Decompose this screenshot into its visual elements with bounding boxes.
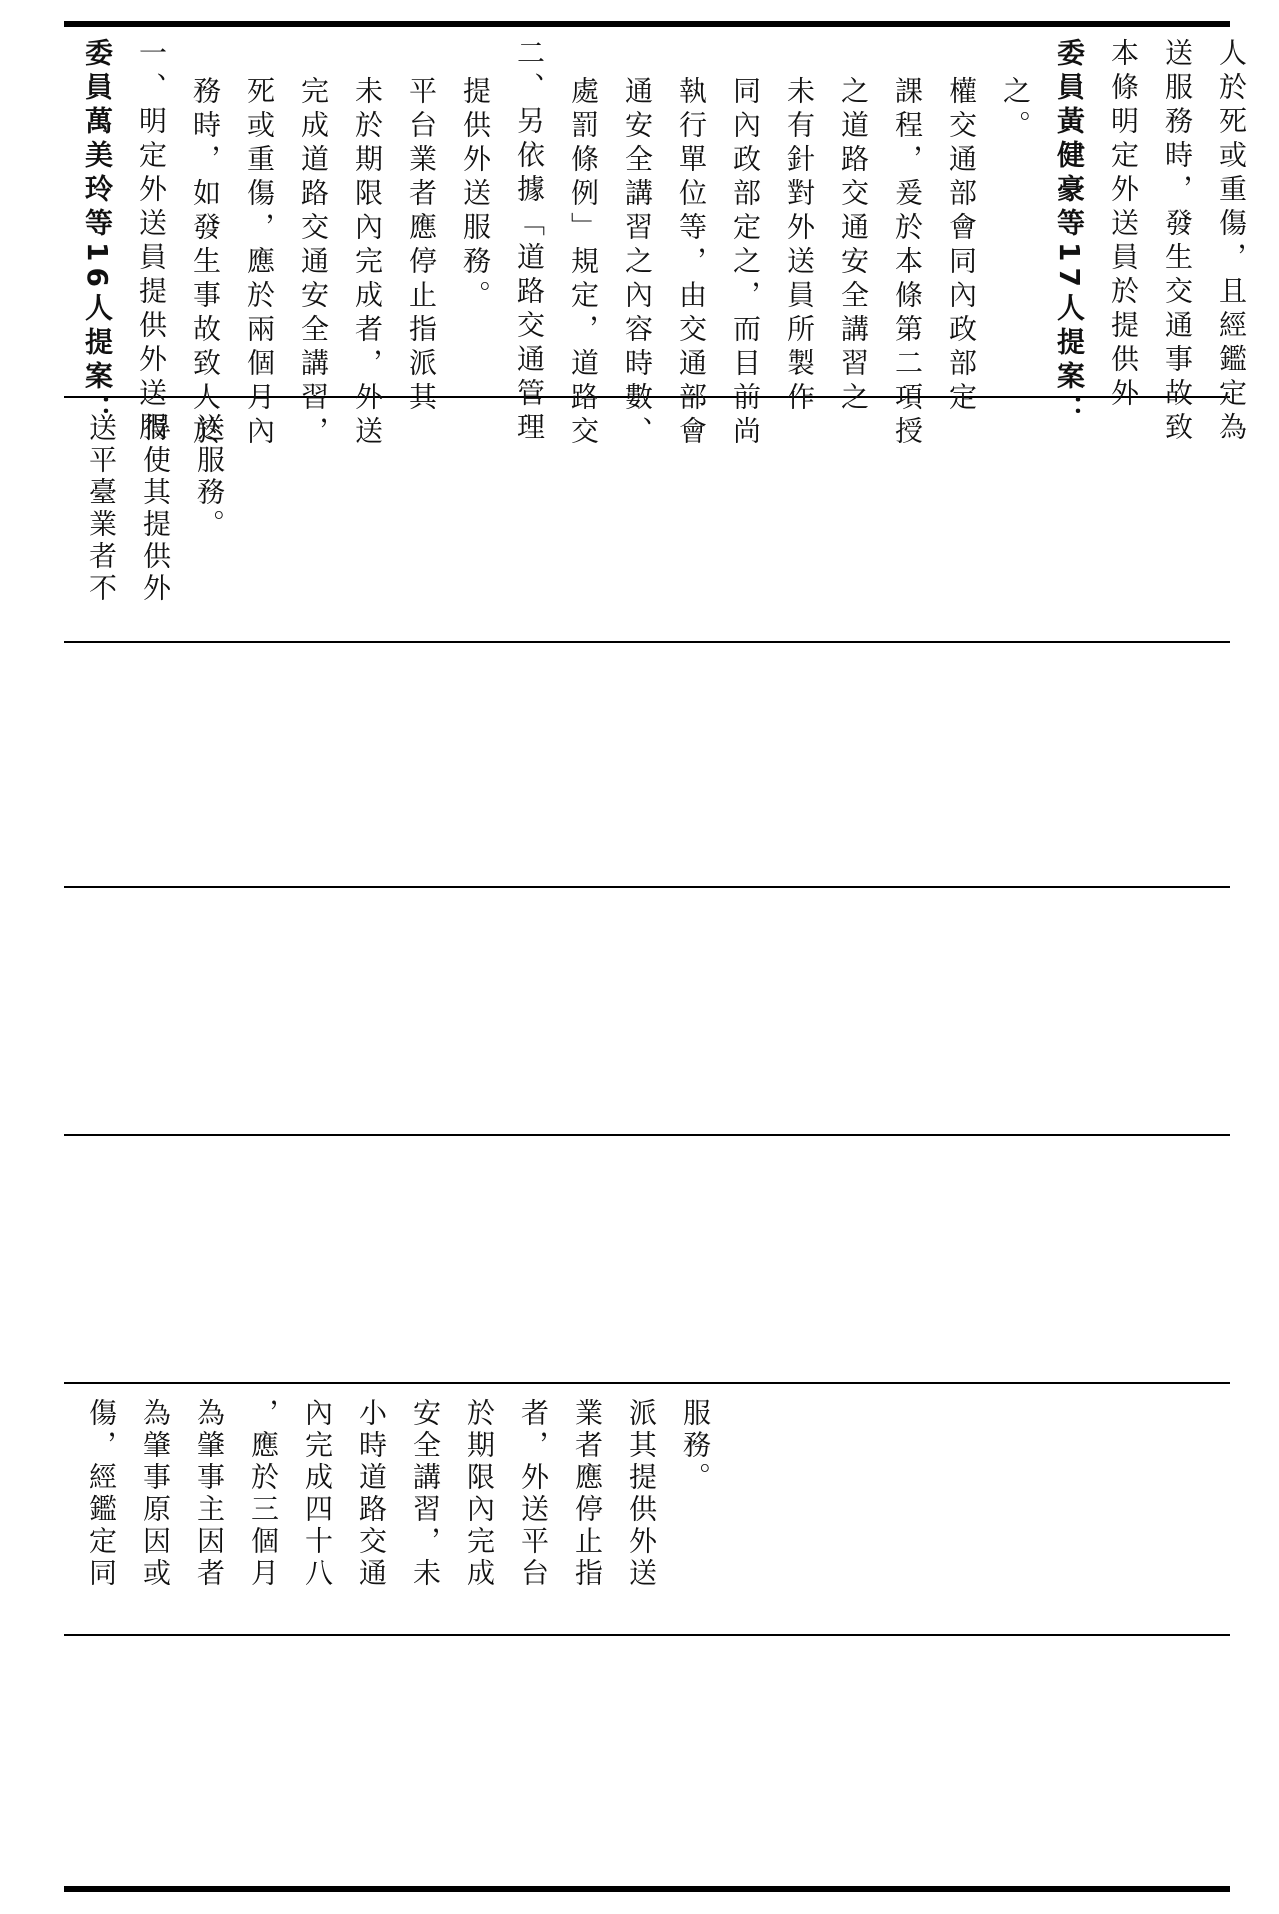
explanation-line: 死或重傷，應於兩個月內 [243, 76, 276, 450]
proposal-line: 服務。 [679, 1398, 712, 1494]
top-rule [64, 21, 1230, 27]
article-line: 送服務。 [193, 413, 226, 541]
proposal-heading-2-count: 17 [1053, 242, 1086, 293]
proposal-line: 派其提供外送 [625, 1398, 658, 1590]
explanation-line: 之道路交通安全講習之 [837, 76, 870, 416]
explanation-line: 課程，爰於本條第二項授 [891, 76, 924, 450]
explanation-line: 人於死或重傷，且經鑑定為 [1215, 38, 1248, 446]
proposal-line: 為肇事原因或 [139, 1398, 172, 1590]
explanation-line: 務時，如發生事故致人於 [189, 76, 222, 450]
row-divider-2 [64, 641, 1230, 643]
proposal-line: 小時道路交通 [355, 1398, 388, 1590]
explanation-line: 未於期限內完成者，外送 [351, 76, 384, 450]
proposal-heading-1-suffix: 人提案： [81, 292, 114, 429]
explanation-line: 同內政部定之，而目前尚 [729, 76, 762, 450]
row-divider-3 [64, 886, 1230, 888]
explanation-line: 之。 [999, 76, 1032, 144]
explanation-line: 通安全講習之內容時數、 [621, 76, 654, 450]
proposal-heading-2-suffix: 人提案： [1053, 292, 1086, 429]
proposal-line: 者，外送平台 [517, 1398, 550, 1590]
proposal-heading-2 [1048, 38, 1090, 429]
proposal-line: 於期限內完成 [463, 1398, 496, 1590]
article-line: 送平臺業者不 [85, 413, 118, 605]
proposal-heading-1-count: 16 [81, 242, 114, 293]
explanation-line: 二、另依據「道路交通管理 [513, 38, 546, 446]
explanation-line: 完成道路交通安全講習， [297, 76, 330, 450]
proposal-line: 為肇事主因者 [193, 1398, 226, 1590]
proposal-line: 業者應停止指 [571, 1398, 604, 1590]
explanation-line: 送服務時，發生交通事故致 [1161, 38, 1194, 446]
explanation-line: 權交通部會同內政部定 [945, 76, 978, 416]
explanation-line: 處罰條例」規定，道路交 [567, 76, 600, 450]
proposal-heading-1-name: 委員萬美玲等 [81, 38, 114, 242]
proposal-line: 安全講習，未 [409, 1398, 442, 1590]
explanation-line: 提供外送服務。 [459, 76, 492, 314]
proposal-line: 內完成四十八 [301, 1398, 334, 1590]
row-divider-4 [64, 1134, 1230, 1136]
explanation-line: 本條明定外送員於提供外 [1107, 38, 1140, 412]
bottom-rule [64, 1886, 1230, 1892]
explanation-line: 執行單位等，由交通部會 [675, 76, 708, 450]
proposal-line: 傷，經鑑定同 [85, 1398, 118, 1590]
proposal-line: ，應於三個月 [247, 1398, 280, 1590]
explanation-line: 平台業者應停止指派其 [405, 76, 438, 416]
row-divider-6 [64, 1634, 1230, 1636]
row-divider-5 [64, 1382, 1230, 1384]
explanation-line: 一、明定外送員提供外送服 [135, 38, 168, 446]
proposal-heading-2-name: 委員黃健豪等 [1053, 38, 1086, 242]
explanation-line: 未有針對外送員所製作 [783, 76, 816, 416]
proposal-heading-1 [76, 38, 118, 429]
article-line: 得使其提供外 [139, 413, 172, 605]
